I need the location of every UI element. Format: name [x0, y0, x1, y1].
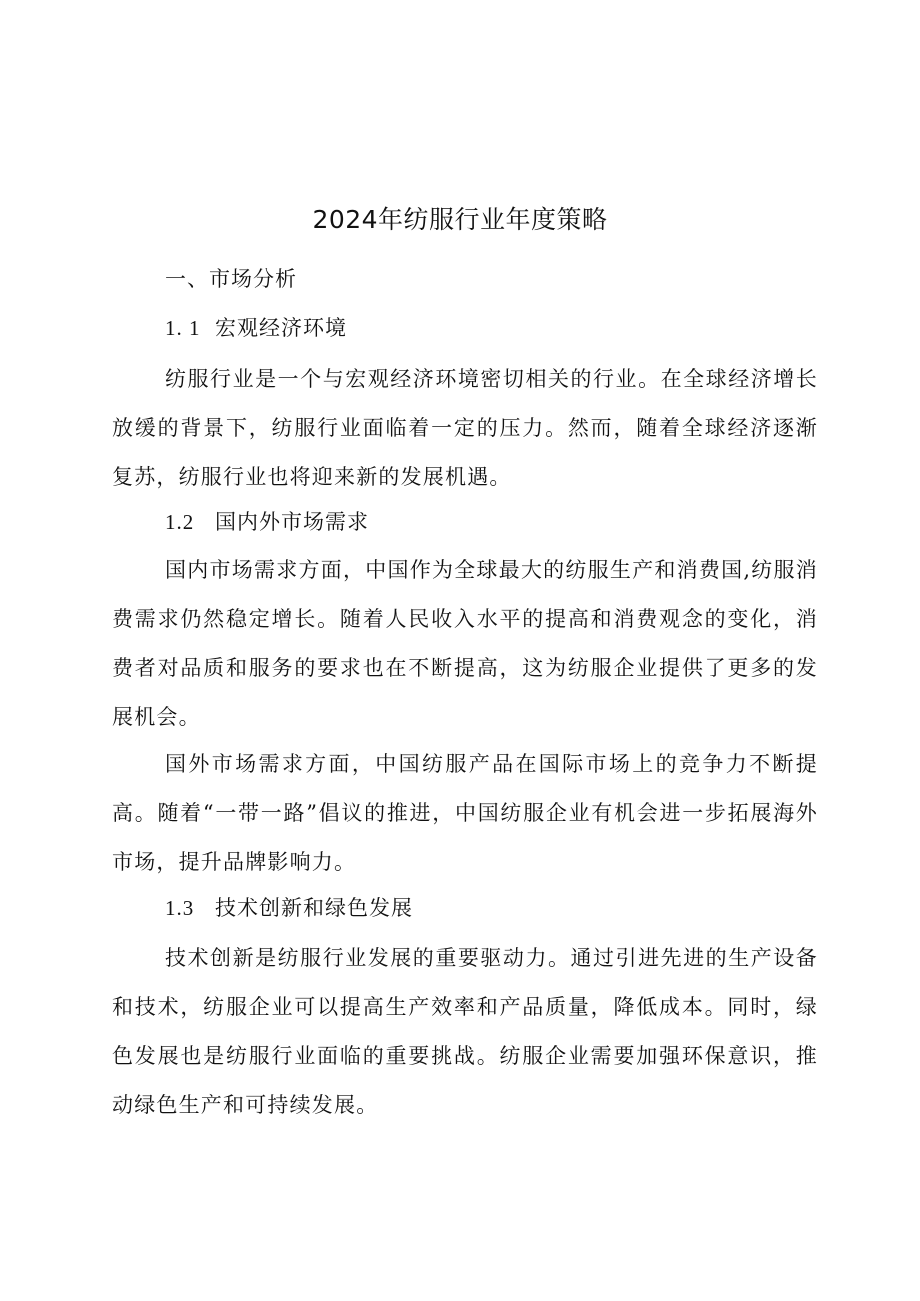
paragraph-innovation: 技术创新是纺服行业发展的重要驱动力。通过引进先进的生产设备和技术，纺服企业可以提高生产效率和产品质量，降低成本。同时，绿色发展也是纺服行业面临的重要挑战。纺服企业需要加强环保意识，推动绿色生产和可持续发展。 [112, 946, 818, 1117]
subsection-number: 1.3 [165, 896, 195, 920]
paragraph-domestic-demand: 国内市场需求方面，中国作为全球最大的纺服生产和消费国,纺服消费需求仍然稳定增长。随着人民收入水平的提高和消费观念的变化，消费者对品质和服务的要求也在不断提高，这为纺服企业提供了更多的发展机会。 [112, 558, 818, 729]
subsection-title: 宏观经济环境 [215, 316, 347, 340]
subsection-heading-macro-economy [165, 313, 347, 343]
subsection-title: 国内外市场需求 [215, 510, 369, 534]
subsection-title: 技术创新和绿色发展 [215, 896, 413, 920]
subsection-heading-market-demand [165, 507, 369, 537]
paragraph-overseas-demand: 国外市场需求方面，中国纺服产品在国际市场上的竞争力不断提高。随着“一带一路”倡议的推进，中国纺服企业有机会进一步拓展海外市场，提升品牌影响力。 [112, 752, 818, 874]
paragraph-macro-economy: 纺服行业是一个与宏观经济环境密切相关的行业。在全球经济增长放缓的背景下，纺服行业面临着一定的压力。然而，随着全球经济逐渐复苏，纺服行业也将迎来新的发展机遇。 [112, 367, 818, 489]
document-title: 2024年纺服行业年度策略 [312, 205, 608, 234]
subsection-number: 1. 1 [165, 316, 201, 340]
section-heading-market-analysis: 一、市场分析 [165, 267, 297, 291]
subsection-heading-innovation [165, 893, 413, 923]
subsection-number: 1.2 [165, 510, 195, 534]
